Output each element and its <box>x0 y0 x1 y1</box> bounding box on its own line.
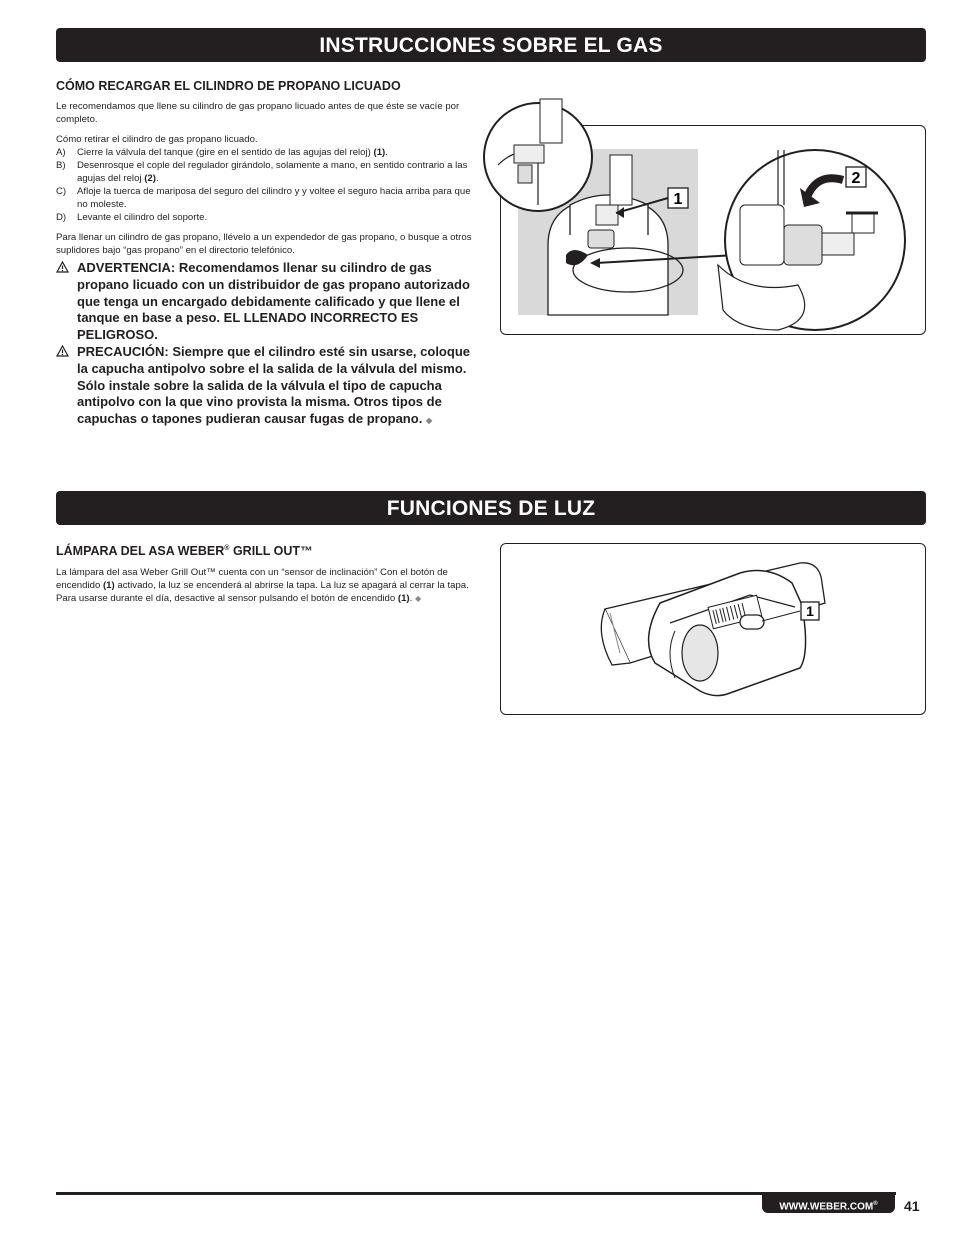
warning-triangle-icon <box>56 344 77 430</box>
tank-valve <box>596 205 618 225</box>
intro-text: Le recomendamos que llene su cilindro de gas propano licuado antes de que éste se vacíe por completo. <box>56 101 460 125</box>
warnings <box>56 260 484 430</box>
regulator-body <box>610 155 632 205</box>
section-banner-light <box>56 491 926 525</box>
removal-title: Cómo retirar el cilindro de gas propano licuado. <box>56 134 258 145</box>
power-button <box>740 615 764 629</box>
fill-text: Para llenar un cilindro de gas propano, llévelo a un expendedor de gas propano, o busque a otros suplidores bajo “gas propano” en el directorio telefónico. <box>56 232 472 256</box>
handle-light-illustration <box>500 543 926 715</box>
page-number: 41 <box>904 1198 920 1214</box>
coupling-regulator <box>740 205 784 265</box>
end-mark-icon: ◆ <box>414 594 422 603</box>
subheading-refill: CÓMO RECARGAR EL CILINDRO DE PROPANO LICUADO <box>56 79 401 93</box>
step-key: C) <box>56 186 67 197</box>
caution-text: PRECAUCIÓN: Siempre que el cilindro esté sin usarse, coloque la capucha antipolvo sobre el la salida de la válvula del mismo. Sólo instale sobre la salida de la válvula el tipo de capucha antipolvo con la que vino provista la misma. Otros tipos de capuchas o tapones pudieran causar fugas de propano. <box>77 343 470 427</box>
removal-step <box>56 146 481 159</box>
warning-text: ADVERTENCIA: Recomendamos llenar su cilindro de gas propano licuado con un distribuidor de gas propano autorizado que tenga un encargado debidamente calificado y que llene el tanque en base a peso. EL LLENADO INCORRECTO ES PELIGROSO. <box>77 260 470 343</box>
step-text: Afloje la tuerca de mariposa del seguro del cilindro y y voltee el seguro hacia arriba para que no moleste. <box>77 186 471 210</box>
removal-step <box>56 211 481 224</box>
callout-2-label: 2 <box>851 170 861 187</box>
section-banner-gas <box>56 28 926 62</box>
removal-steps <box>56 146 481 224</box>
step-key: B) <box>56 160 66 171</box>
caution-item <box>56 344 484 430</box>
lamp-housing <box>649 571 806 696</box>
section-title: INSTRUCCIONES SOBRE EL GAS <box>319 34 663 57</box>
warning-item <box>56 260 484 344</box>
handle-light-text: La lámpara del asa Weber Grill Out™ cuenta con un “sensor de inclinación” Con el botón de encendido (1) activado, la luz se encenderá al abrirse la tapa. La luz se apagará al cerrar la tapa. Para usarse durante el día, desactive al sensor pulsando el botón de encendido (1). ◆ <box>56 567 469 604</box>
step-key: A) <box>56 147 66 158</box>
step-text: Levante el cilindro del soporte. <box>77 212 208 223</box>
refill-instructions <box>56 100 481 264</box>
warning-triangle-icon <box>56 260 77 344</box>
callout-1-label: 1 <box>673 191 683 208</box>
section-title: FUNCIONES DE LUZ <box>386 497 596 520</box>
step-text: Desenrosque el cople del regulador girándolo, solamente a mano, en sentido contrario a las agujas del reloj (2). <box>77 160 468 184</box>
footer-url[interactable]: WWW.WEBER.COM® <box>762 1195 895 1213</box>
step-key: D) <box>56 212 67 223</box>
subheading-handle-light: LÁMPARA DEL ASA WEBER® GRILL OUT™ <box>56 544 313 558</box>
detail-regulator <box>540 99 562 143</box>
removal-step <box>56 159 481 185</box>
tank-valve-outlet <box>822 233 854 255</box>
step-text: Cierre la válvula del tanque (gire en el sentido de las agujas del reloj) (1). <box>77 147 388 158</box>
coupling-nut <box>784 225 822 265</box>
propane-tank-illustration <box>478 85 928 350</box>
lamp-lens <box>682 625 718 681</box>
callout-1-label: 1 <box>806 603 814 619</box>
end-mark-icon: ◆ <box>425 416 433 426</box>
valve-outlet <box>588 230 614 248</box>
removal-step <box>56 185 481 211</box>
